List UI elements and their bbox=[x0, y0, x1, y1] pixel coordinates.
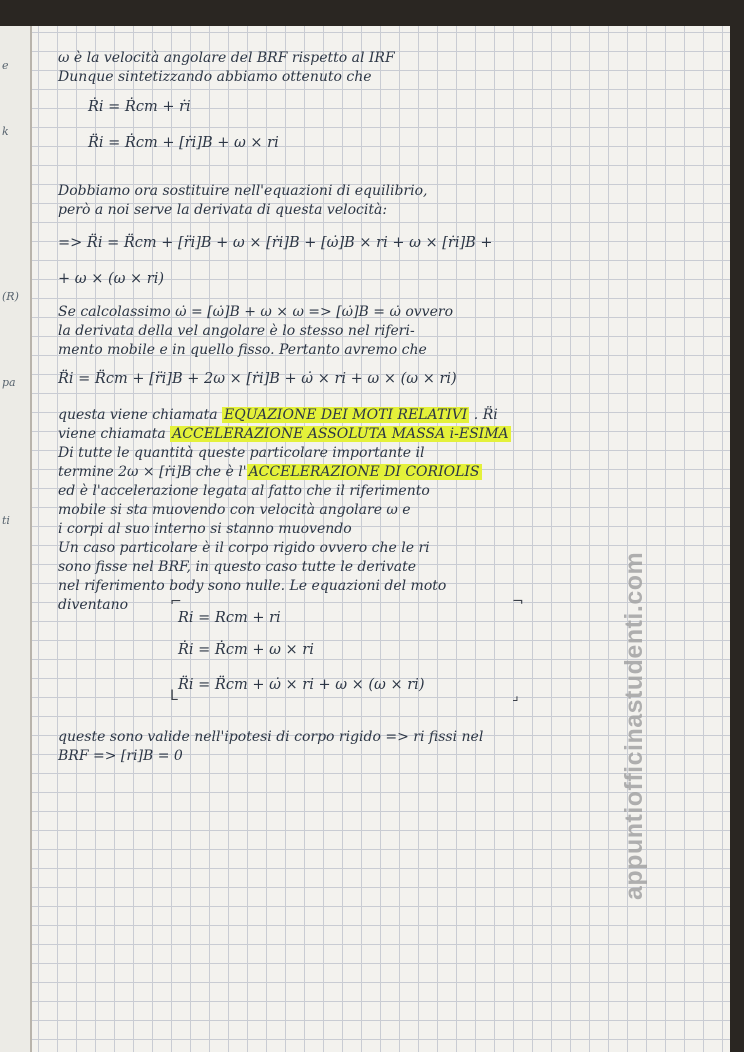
note-line-5: Dobbiamo ora sostituire nell'equazioni di equilibrio, bbox=[58, 183, 428, 199]
note-line-1: ω è la velocità angolare del BRF rispetto al IRF bbox=[58, 50, 395, 66]
equation-acceleration-cont: + ω × (ω × ri) bbox=[58, 271, 165, 287]
note-final-2: BRF => [ri]B = 0 bbox=[58, 748, 183, 764]
boxed-equation-velocity: Ṙi = Ṙcm + ω × ri bbox=[178, 642, 314, 658]
equation-relative-motion: R̈i = R̈cm + [r̈i]B + 2ω × [ṙi]B + ω̇ × ri + ω × (ω × ri) bbox=[58, 371, 457, 387]
equation-position: Ṙi = Ṙcm + ṙi bbox=[88, 99, 191, 115]
box-corner-tl: ⌐ bbox=[170, 594, 182, 610]
note-line-11: mento mobile e in quello fisso. Pertanto avremo che bbox=[58, 342, 427, 358]
note-final-1: queste sono valide nell'ipotesi di corpo rigido => ri fissi nel bbox=[58, 729, 484, 745]
watermark: appuntiofficinastudenti.com bbox=[620, 551, 648, 900]
note-line-2: Dunque sintetizzando abbiamo ottenuto che bbox=[58, 69, 372, 85]
note-line-15: Di tutte le quantità queste particolare importante il bbox=[58, 445, 425, 461]
note-line-21: sono fisse nel BRF, in questo caso tutte le derivate bbox=[58, 559, 417, 575]
note-line-10: la derivata della vel angolare è lo stesso nel riferi- bbox=[58, 323, 415, 339]
highlight-relative-motion: EQUAZIONE DEI MOTI RELATIVI bbox=[224, 407, 468, 423]
equation-acceleration: => R̈i = R̈cm + [r̈i]B + ω × [ṙi]B + [ω̇]B × ri + ω × [ṙi]B + bbox=[58, 235, 493, 251]
note-line-18: mobile si sta muovendo con velocità angolare ω e bbox=[58, 502, 411, 518]
box-corner-bl: L bbox=[170, 688, 178, 704]
note-line-23: diventano bbox=[58, 597, 129, 613]
box-corner-tr: ¬ bbox=[512, 594, 524, 610]
note-line-9: Se calcolassimo ω̇ = [ω̇]B + ω × ω => [ω̇]B = ω̇ ovvero bbox=[58, 304, 453, 320]
note-line-13: questa viene chiamata EQUAZIONE DEI MOTI RELATIVI . R̈i bbox=[58, 407, 498, 423]
equation-velocity: R̈i = Ṙcm + [ṙi]B + ω × ri bbox=[88, 135, 279, 151]
left-page-edge: e k (R) pa ti bbox=[0, 26, 32, 1052]
note-line-14: viene chiamata ACCELERAZIONE ASSOLUTA MASSA i-ESIMA bbox=[58, 426, 509, 442]
note-line-22: nel riferimento body sono nulle. Le equazioni del moto bbox=[58, 578, 447, 594]
highlight-absolute-acceleration: ACCELERAZIONE ASSOLUTA MASSA i-ESIMA bbox=[172, 426, 509, 442]
box-corner-br: ⌟ bbox=[512, 688, 519, 704]
note-line-6: però a noi serve la derivata di questa velocità: bbox=[58, 202, 388, 218]
note-line-19: i corpi al suo interno si stanno muovendo bbox=[58, 521, 352, 537]
highlight-coriolis: ACCELERAZIONE DI CORIOLIS bbox=[248, 464, 480, 480]
note-line-16: termine 2ω × [ṙi]B che è l' ACCELERAZIONE DI CORIOLIS bbox=[58, 464, 480, 480]
boxed-equation-position: Ri = Rcm + ri bbox=[178, 610, 281, 626]
boxed-equation-acceleration: R̈i = R̈cm + ω̇ × ri + ω × (ω × ri) bbox=[178, 677, 425, 693]
note-line-20: Un caso particolare è il corpo rigido ovvero che le ri bbox=[58, 540, 430, 556]
note-line-17: ed è l'accelerazione legata al fatto che il riferimento bbox=[58, 483, 430, 499]
